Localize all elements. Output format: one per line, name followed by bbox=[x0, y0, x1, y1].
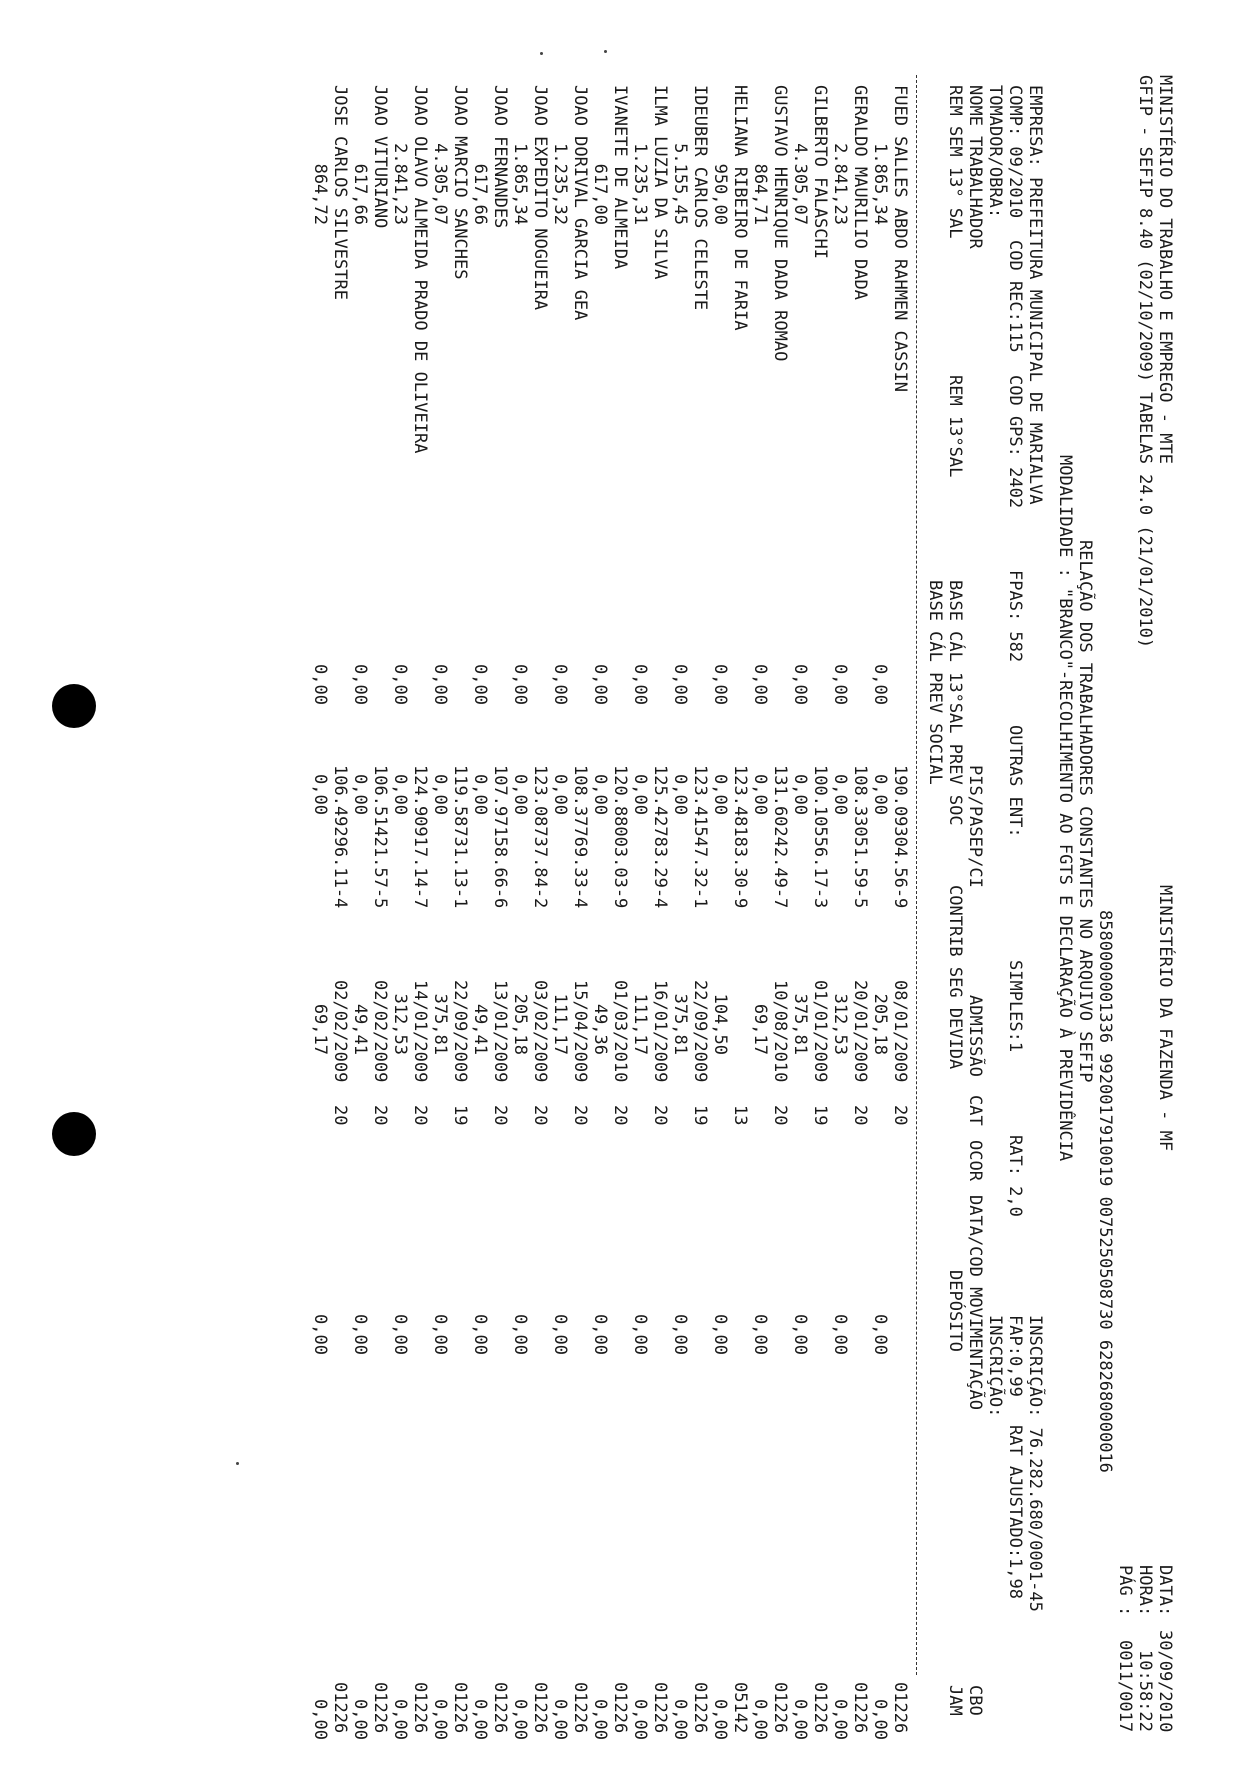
worker-admissao: 15/04/2009 bbox=[570, 980, 590, 1083]
worker-deposito: 0,00 bbox=[870, 1314, 890, 1355]
worker-base-13: 0,00 bbox=[870, 774, 890, 815]
worker-jam: 0,00 bbox=[350, 1699, 370, 1740]
worker-jam: 0,00 bbox=[750, 1699, 770, 1740]
worker-base-13: 0,00 bbox=[670, 774, 690, 815]
table-row bbox=[430, 75, 470, 1775]
worker-contrib: 312,53 bbox=[390, 993, 410, 1055]
worker-cat: 20 bbox=[490, 1105, 510, 1126]
worker-cbo: 01226 bbox=[490, 1682, 510, 1734]
worker-admissao: 13/01/2009 bbox=[490, 980, 510, 1083]
worker-admissao: 22/09/2009 bbox=[690, 980, 710, 1083]
col-data-cod: DATA/COD MOVIMENTAÇÃO bbox=[965, 1195, 985, 1410]
worker-jam: 0,00 bbox=[670, 1699, 690, 1740]
worker-deposito: 0,00 bbox=[670, 1314, 690, 1355]
worker-pis: 106.51421.57-5 bbox=[370, 765, 390, 909]
col-ocor: OCOR bbox=[965, 1140, 985, 1181]
worker-rem-sem: 1.865,34 bbox=[510, 143, 530, 225]
date-label: DATA: bbox=[1155, 1565, 1175, 1617]
worker-rem-sem: 1.235,31 bbox=[630, 143, 650, 225]
worker-cat: 20 bbox=[370, 1105, 390, 1126]
worker-contrib: 49,36 bbox=[590, 1003, 610, 1055]
worker-deposito: 0,00 bbox=[430, 1314, 450, 1355]
worker-pis: 131.60242.49-7 bbox=[770, 765, 790, 909]
scan-speck bbox=[540, 52, 543, 55]
col-rem-13: REM 13°SAL bbox=[945, 375, 965, 478]
worker-deposito: 0,00 bbox=[790, 1314, 810, 1355]
worker-rem-13: 0,00 bbox=[430, 664, 450, 705]
worker-cat: 20 bbox=[570, 1105, 590, 1126]
time-label: HORA: bbox=[1135, 1565, 1155, 1617]
table-row bbox=[350, 75, 390, 1775]
worker-admissao: 01/01/2009 bbox=[810, 980, 830, 1083]
worker-cat: 20 bbox=[850, 1105, 870, 1126]
worker-rem-sem: 5.155,45 bbox=[670, 143, 690, 225]
company-block bbox=[985, 75, 1045, 1775]
worker-cbo: 01226 bbox=[690, 1682, 710, 1734]
worker-base-13: 0,00 bbox=[710, 774, 730, 815]
worker-deposito: 0,00 bbox=[590, 1314, 610, 1355]
worker-contrib: 69,17 bbox=[310, 1003, 330, 1055]
worker-contrib: 205,18 bbox=[870, 993, 890, 1055]
table-row bbox=[630, 75, 670, 1775]
company-inscricao: INSCRIÇÃO: 76.282.680/0001-45 bbox=[1025, 1315, 1045, 1612]
worker-contrib: 49,41 bbox=[470, 1003, 490, 1055]
tomador-obra: TOMADOR/OBRA: bbox=[985, 85, 1005, 219]
worker-jam: 0,00 bbox=[310, 1699, 330, 1740]
table-row bbox=[710, 75, 750, 1775]
table-row bbox=[390, 75, 430, 1775]
worker-cbo: 01226 bbox=[570, 1682, 590, 1734]
table-row bbox=[670, 75, 710, 1775]
worker-base-13: 0,00 bbox=[630, 774, 650, 815]
worker-jam: 0,00 bbox=[430, 1699, 450, 1740]
worker-contrib: 104,50 bbox=[710, 993, 730, 1055]
worker-pis: 123.48183.30-9 bbox=[730, 765, 750, 909]
worker-cat: 20 bbox=[530, 1105, 550, 1126]
worker-jam: 0,00 bbox=[390, 1699, 410, 1740]
worker-pis: 107.97158.66-6 bbox=[490, 765, 510, 909]
worker-cat: 20 bbox=[650, 1105, 670, 1126]
worker-cbo: 01226 bbox=[650, 1682, 670, 1734]
worker-rem-sem: 4.305,07 bbox=[430, 143, 450, 225]
worker-pis: 124.90917.14-7 bbox=[410, 765, 430, 909]
worker-cbo: 01226 bbox=[530, 1682, 550, 1734]
worker-pis: 100.10556.17-3 bbox=[810, 765, 830, 909]
worker-cbo: 01226 bbox=[610, 1682, 630, 1734]
worker-admissao: 14/01/2009 bbox=[410, 980, 430, 1083]
worker-base-13: 0,00 bbox=[430, 774, 450, 815]
page-value: 0011/0017 bbox=[1115, 1640, 1135, 1733]
worker-rem-13: 0,00 bbox=[310, 664, 330, 705]
worker-name: JOAO DORIVAL GARCIA GEA bbox=[570, 85, 590, 321]
comp-period: COMP: 09/2010 bbox=[1005, 85, 1025, 219]
col-admissao: ADMISSÃO bbox=[965, 995, 985, 1077]
fap: FAP:0,99 bbox=[1005, 1315, 1025, 1397]
col-pis: PIS/PASEP/CI bbox=[965, 765, 985, 888]
workers-table bbox=[310, 75, 910, 1775]
table-row bbox=[510, 75, 550, 1775]
worker-jam: 0,00 bbox=[790, 1699, 810, 1740]
worker-cbo: 01226 bbox=[450, 1682, 470, 1734]
col-nome: NOME TRABALHADOR bbox=[965, 85, 985, 249]
worker-rem-sem: 617,66 bbox=[350, 163, 370, 225]
worker-jam: 0,00 bbox=[510, 1699, 530, 1740]
worker-rem-sem: 617,66 bbox=[470, 163, 490, 225]
worker-deposito: 0,00 bbox=[630, 1314, 650, 1355]
col-cbo: CBO bbox=[965, 1685, 985, 1716]
worker-contrib: 69,17 bbox=[750, 1003, 770, 1055]
worker-name: JOAO FERNANDES bbox=[490, 85, 510, 229]
worker-cat: 20 bbox=[330, 1105, 350, 1126]
worker-admissao: 20/01/2009 bbox=[850, 980, 870, 1083]
worker-contrib: 111,17 bbox=[550, 993, 570, 1055]
ministry-line: MINISTÉRIO DO TRABALHO E EMPREGO - MTE bbox=[1155, 75, 1175, 464]
worker-jam: 0,00 bbox=[630, 1699, 650, 1740]
worker-base-13: 0,00 bbox=[390, 774, 410, 815]
col-rem-sem: REM SEM 13° SAL bbox=[945, 85, 965, 239]
worker-pis: 108.33051.59-5 bbox=[850, 765, 870, 909]
worker-pis: 106.49296.11-4 bbox=[330, 765, 350, 909]
company-name: EMPRESA: PREFEITURA MUNICIPAL DE MARIALVA bbox=[1025, 85, 1045, 505]
worker-name: ILMA LUZIA DA SILVA bbox=[650, 85, 670, 280]
worker-base-13: 0,00 bbox=[510, 774, 530, 815]
worker-rem-13: 0,00 bbox=[790, 664, 810, 705]
worker-deposito: 0,00 bbox=[830, 1314, 850, 1355]
col-deposito: DEPÓSITO bbox=[945, 1270, 965, 1352]
worker-name: GERALDO MAURILIO DADA bbox=[850, 85, 870, 300]
worker-name: FUED SALLES ABDO RAHMEN CASSIN bbox=[890, 85, 910, 393]
worker-rem-13: 0,00 bbox=[590, 664, 610, 705]
worker-deposito: 0,00 bbox=[390, 1314, 410, 1355]
worker-jam: 0,00 bbox=[550, 1699, 570, 1740]
date-value: 30/09/2010 bbox=[1155, 1630, 1175, 1733]
worker-rem-sem: 2.841,23 bbox=[830, 143, 850, 225]
cod-gps: COD GPS: 2402 bbox=[1005, 375, 1025, 509]
worker-jam: 0,00 bbox=[470, 1699, 490, 1740]
worker-name: IVANETE DE ALMEIDA bbox=[610, 85, 630, 270]
worker-pis: 119.58731.13-1 bbox=[450, 765, 470, 909]
worker-contrib: 375,81 bbox=[790, 993, 810, 1055]
worker-name: GILBERTO FALASCHI bbox=[810, 85, 830, 259]
worker-admissao: 08/01/2009 bbox=[890, 980, 910, 1083]
worker-rem-sem: 1.865,34 bbox=[870, 143, 890, 225]
worker-deposito: 0,00 bbox=[350, 1314, 370, 1355]
worker-cat: 13 bbox=[730, 1105, 750, 1126]
worker-rem-sem: 864,71 bbox=[750, 163, 770, 225]
worker-rem-13: 0,00 bbox=[830, 664, 850, 705]
worker-base-13: 0,00 bbox=[790, 774, 810, 815]
worker-deposito: 0,00 bbox=[470, 1314, 490, 1355]
gfip-line: GFIP - SEFIP 8.40 (02/10/2009) TABELAS 24.0 (21/01/2010) bbox=[1135, 75, 1155, 649]
worker-admissao: 10/08/2010 bbox=[770, 980, 790, 1083]
worker-cbo: 01226 bbox=[330, 1682, 350, 1734]
rat: RAT: 2,0 bbox=[1005, 1135, 1025, 1217]
worker-base-13: 0,00 bbox=[310, 774, 330, 815]
worker-name: JOAO OLAVO ALMEIDA PRADO DE OLIVEIRA bbox=[410, 85, 430, 454]
worker-admissao: 01/03/2010 bbox=[610, 980, 630, 1083]
col-contrib: CONTRIB SEG DEVIDA bbox=[945, 885, 965, 1070]
worker-admissao: 22/09/2009 bbox=[450, 980, 470, 1083]
worker-admissao: 02/02/2009 bbox=[330, 980, 350, 1083]
worker-rem-13: 0,00 bbox=[670, 664, 690, 705]
outras-ent: OUTRAS ENT: bbox=[1005, 725, 1025, 838]
worker-base-13: 0,00 bbox=[590, 774, 610, 815]
worker-cbo: 01226 bbox=[770, 1682, 790, 1734]
worker-jam: 0,00 bbox=[830, 1699, 850, 1740]
worker-rem-sem: 2.841,23 bbox=[390, 143, 410, 225]
worker-deposito: 0,00 bbox=[750, 1314, 770, 1355]
worker-contrib: 312,53 bbox=[830, 993, 850, 1055]
worker-jam: 0,00 bbox=[710, 1699, 730, 1740]
table-row bbox=[550, 75, 590, 1775]
worker-deposito: 0,00 bbox=[710, 1314, 730, 1355]
worker-cbo: 01226 bbox=[370, 1682, 390, 1734]
worker-pis: 123.41547.32-1 bbox=[690, 765, 710, 909]
tomador-inscricao: INSCRIÇÃO: bbox=[985, 1315, 1005, 1418]
worker-jam: 0,00 bbox=[590, 1699, 610, 1740]
worker-rem-sem: 950,00 bbox=[710, 163, 730, 225]
worker-rem-sem: 4.305,07 bbox=[790, 143, 810, 225]
worker-base-13: 0,00 bbox=[350, 774, 370, 815]
modality-line: MODALIDADE : "BRANCO"-RECOLHIMENTO AO FGTS E DECLARAÇÃO À PREVIDÊNCIA bbox=[1055, 455, 1075, 1162]
worker-rem-13: 0,00 bbox=[390, 664, 410, 705]
worker-rem-sem: 617,00 bbox=[590, 163, 610, 225]
worker-rem-13: 0,00 bbox=[870, 664, 890, 705]
worker-admissao: 03/02/2009 bbox=[530, 980, 550, 1083]
table-row bbox=[470, 75, 510, 1775]
worker-name: JOAO VITURIANO bbox=[370, 85, 390, 229]
worker-cbo: 01226 bbox=[810, 1682, 830, 1734]
worker-pis: 123.08737.84-2 bbox=[530, 765, 550, 909]
worker-deposito: 0,00 bbox=[550, 1314, 570, 1355]
worker-deposito: 0,00 bbox=[510, 1314, 530, 1355]
worker-base-13: 0,00 bbox=[750, 774, 770, 815]
worker-rem-13: 0,00 bbox=[550, 664, 570, 705]
sefip-report-page bbox=[0, 75, 1175, 1775]
col-base-prev: BASE CÁL PREV SOCIAL bbox=[925, 580, 945, 785]
worker-cat: 20 bbox=[890, 1105, 910, 1126]
worker-cbo: 01226 bbox=[410, 1682, 430, 1734]
table-row bbox=[310, 75, 350, 1775]
worker-rem-13: 0,00 bbox=[350, 664, 370, 705]
worker-contrib: 49,41 bbox=[350, 1003, 370, 1055]
worker-rem-13: 0,00 bbox=[470, 664, 490, 705]
worker-cat: 19 bbox=[810, 1105, 830, 1126]
worker-contrib: 205,18 bbox=[510, 993, 530, 1055]
worker-pis: 108.37769.33-4 bbox=[570, 765, 590, 909]
worker-rem-sem: 864,72 bbox=[310, 163, 330, 225]
worker-contrib: 375,81 bbox=[670, 993, 690, 1055]
cod-rec: COD REC:115 bbox=[1005, 240, 1025, 353]
table-row bbox=[830, 75, 870, 1775]
header-divider bbox=[916, 75, 917, 1675]
table-row bbox=[590, 75, 630, 1775]
time-value: 10:58:22 bbox=[1135, 1650, 1155, 1732]
col-cat: CAT bbox=[965, 1095, 985, 1126]
worker-cbo: 01226 bbox=[890, 1682, 910, 1734]
worker-cbo: 05142 bbox=[730, 1682, 750, 1734]
worker-name: JOSE CARLOS SILVESTRE bbox=[330, 85, 350, 300]
worker-name: JOAO EXPEDITO NOGUEIRA bbox=[530, 85, 550, 311]
worker-cbo: 01226 bbox=[850, 1682, 870, 1734]
col-jam: JAM bbox=[945, 1685, 965, 1716]
worker-contrib: 111,17 bbox=[630, 993, 650, 1055]
worker-pis: 190.09304.56-9 bbox=[890, 765, 910, 909]
table-row bbox=[750, 75, 790, 1775]
table-row bbox=[870, 75, 910, 1775]
worker-pis: 125.42783.29-4 bbox=[650, 765, 670, 909]
table-row bbox=[790, 75, 830, 1775]
worker-admissao: 02/02/2009 bbox=[370, 980, 390, 1083]
worker-name: IDEUBER CARLOS CELESTE bbox=[690, 85, 710, 311]
worker-pis: 120.88003.03-9 bbox=[610, 765, 630, 909]
report-title: RELAÇÃO DOS TRABALHADORES CONSTANTES NO ARQUIVO SEFIP bbox=[1075, 540, 1095, 1083]
worker-cat: 19 bbox=[450, 1105, 470, 1126]
worker-contrib: 375,81 bbox=[430, 993, 450, 1055]
worker-jam: 0,00 bbox=[870, 1699, 890, 1740]
column-headers bbox=[925, 75, 985, 1775]
fpas: FPAS: 582 bbox=[1005, 570, 1025, 663]
worker-rem-13: 0,00 bbox=[750, 664, 770, 705]
worker-cat: 19 bbox=[690, 1105, 710, 1126]
rat-ajustado: RAT AJUSTADO:1,98 bbox=[1005, 1425, 1025, 1599]
page-label: PÁG : bbox=[1115, 1565, 1135, 1617]
worker-rem-13: 0,00 bbox=[510, 664, 530, 705]
worker-cat: 20 bbox=[770, 1105, 790, 1126]
worker-base-13: 0,00 bbox=[830, 774, 850, 815]
report-header bbox=[1055, 75, 1175, 1775]
worker-deposito: 0,00 bbox=[310, 1314, 330, 1355]
col-base-13: BASE CÁL 13°SAL PREV SOC bbox=[945, 580, 965, 826]
worker-name: JOAO MARCIO SANCHES bbox=[450, 85, 470, 280]
worker-rem-13: 0,00 bbox=[630, 664, 650, 705]
worker-cat: 20 bbox=[410, 1105, 430, 1126]
barcode-line: 8580000001336 9920017910019 0075250508730 6282680000016 bbox=[1095, 910, 1115, 1473]
ministry-right: MINISTÉRIO DA FAZENDA - MF bbox=[1155, 885, 1175, 1152]
simples: SIMPLES:1 bbox=[1005, 960, 1025, 1053]
worker-rem-sem: 1.235,32 bbox=[550, 143, 570, 225]
worker-base-13: 0,00 bbox=[470, 774, 490, 815]
worker-cat: 20 bbox=[610, 1105, 630, 1126]
worker-admissao: 16/01/2009 bbox=[650, 980, 670, 1083]
worker-base-13: 0,00 bbox=[550, 774, 570, 815]
worker-name: HELIANA RIBEIRO DE FARIA bbox=[730, 85, 750, 331]
worker-name: GUSTAVO HENRIQUE DADA ROMAO bbox=[770, 85, 790, 362]
worker-rem-13: 0,00 bbox=[710, 664, 730, 705]
